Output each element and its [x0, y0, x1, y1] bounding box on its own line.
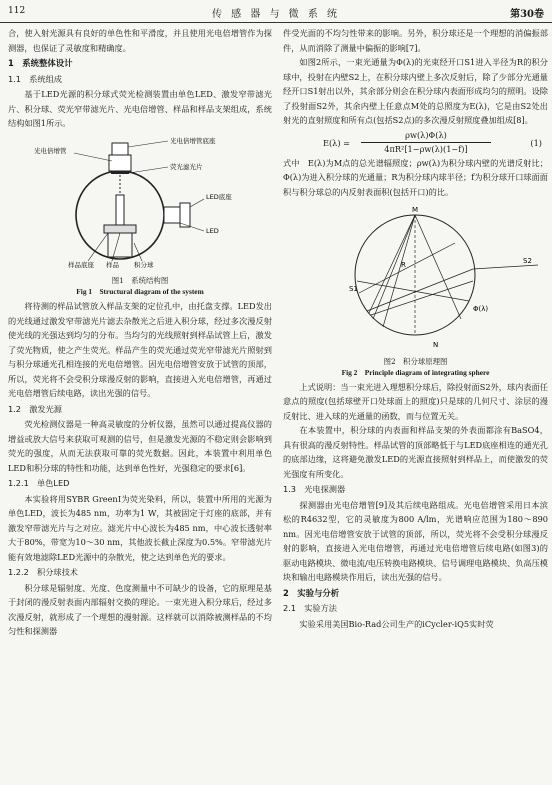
- paragraph: 件受光面的不均匀性带来的影响。另外，积分球还是一个理想的消偏振部件，从而消除了测量中偏振的影响[7]。: [283, 28, 548, 53]
- section-heading: 2 实验与分析: [283, 587, 340, 598]
- left-column: [8, 26, 272, 639]
- label-r: R: [401, 261, 406, 269]
- paragraph: 实验采用美国Bio-Rad公司生产的iCycler-iQ5实时荧: [299, 618, 494, 629]
- label-sample-holder: 样品底座: [68, 260, 94, 269]
- subsection-heading: 1.1 系统组成: [8, 73, 62, 84]
- sample-holder: [104, 225, 136, 233]
- paragraph: 基于LED光源的积分球式荧光检测装置由单色LED、激发窄带滤光片、积分球、荧光窄带滤光片、光电倍增管、样品和样品支架组成，系统结构如图1所示。: [8, 89, 272, 128]
- paragraph: 将待测的样品试管放入样品支架的定位孔中，由托盘支撑。LED发出的光线通过激发窄带滤光片滤去杂散光之后进入积分球，经过多次漫反射使光线的光强达到均匀的分布。当均匀的光线照射到样品试管上后，激发了荧光物质，使之产生荧光。样品产生的荧光通过荧光窄带滤光片照射到与积分球通光孔相连接的光电倍增管。因光电倍增管安放于试管的顶部，所以，荧光将不会受积分球漫反射的影响，直接进入光电倍增管，再通过光电倍增管后续电路，读出光强的信号。: [8, 301, 272, 398]
- paragraph: 荧光检测仪器是一种高灵敏度的分析仪器，虽然可以通过提高仪器的增益或放大信号来获取可观测的信号，但是激发光源的不稳定则会影响到荧光的强度，从而无法获取可靠的荧光数据。因此，本装置中利用单色LED和积分球的特性和功能，达到单色性好，光强稳定的要求[6]。: [8, 419, 272, 473]
- figure-1: [8, 133, 272, 298]
- fluorescence-filter: [111, 171, 129, 174]
- label-phi: Φ(λ): [473, 305, 489, 313]
- equation-lhs: E(λ) =: [323, 137, 351, 148]
- label-led-base: LED底座: [206, 192, 232, 201]
- label-m: M: [412, 206, 419, 214]
- sample-tube: [116, 195, 124, 225]
- paragraph: 上式说明：当一束光进入理想积分球后，除投射面S2外，球内表面任意点的照度(包括球壁开口处球面上的照度)只是球的几何尺寸、涂层的漫反射比、进入球的光通量的函数，而与位置无关。: [283, 381, 548, 421]
- label-sample: 样品: [106, 260, 119, 269]
- section-heading: 1 系统整体设计: [8, 58, 73, 68]
- equation-denominator: 4πR²[1−ρw(λ)(1−f)]: [384, 143, 468, 154]
- label-pmt: 光电倍增管: [34, 146, 67, 155]
- paragraph: 本实验将用SYBR GreenⅠ为荧光染料，所以，装置中所用的光源为单色LED，波长为485 nm，功率为1 W，其被固定于灯座的底部，并有激发窄带滤光片与之对应。滤光片中心波长为485 nm，中心波长透射率大于80%，带宽为10～30 nm，其他波长截止深度为0.5%。窄带滤光片能有效地滤除LED光源中的杂散光，使之达到单色光的要求。: [8, 493, 272, 562]
- label-n: N: [433, 341, 439, 349]
- paragraph: 合，使入射光源具有良好的单色性和平滑度，并且使用光电倍增管作为探测器，也保证了灵敏度和精确度。: [8, 28, 272, 53]
- system-structure-diagram: [8, 133, 272, 271]
- subsection-heading: 2.1 实验方法: [283, 603, 337, 613]
- label-pmt-base: 光电倍增管底座: [170, 136, 216, 145]
- label-s2: S2: [523, 257, 532, 265]
- paragraph: 在本装置中，积分球的内表面和样品支架的外表面都涂有BaSO4，具有很高的漫反射特性。样品试管的顶部略低于与LED底座相连的通光孔的底部边缘，这将避免激发LED的光源直接照射到样品上，而使激发的荧光强度有所变化。: [283, 425, 548, 479]
- figure-1-caption-cn: 图1 系统结构图: [111, 276, 169, 285]
- pmt-base-block: [112, 143, 128, 155]
- subsection-heading: 1.3 光电探测器: [283, 484, 346, 494]
- paragraph: 探测器由光电倍增管[9]及其后续电路组成。光电倍增管采用日本滨松的R4632型，它的灵敏度为800 A/lm，光谱响应范围为180～890 nm。因光电倍增管安放于试管的顶部，所以，荧光将不会受积分球漫反射的影响，直接进入光电倍增管，再通过光电倍增管后续电路(如图3)的驱动电路模块、微电流/电压转换电路模块、信号调理电路模块、负高压模块和输出电路模块作用后，读出光强的信号。: [283, 499, 548, 582]
- integrating-sphere-principle-diagram: [283, 201, 548, 351]
- figure-2-caption-en: Fig 2 Principle diagram of integrating sphere: [341, 367, 490, 377]
- subsection-heading: 1.2.1 单色LED: [8, 478, 70, 488]
- subsection-heading: 1.2.2 积分球技术: [8, 567, 78, 577]
- equation-fraction: [361, 129, 491, 155]
- subsection-heading: 1.2 激发光源: [8, 403, 62, 414]
- label-sphere: 积分球: [134, 260, 154, 269]
- journal-title: 传 感 器 与 微 系 统: [211, 9, 341, 20]
- figure-1-caption-en: Fig 1 Structural diagram of the system: [76, 287, 204, 296]
- paragraph: 如图2所示，一束光通量为Φ(λ)的光束经开口S1进入半径为R的积分球中，投射在内壁S2上，在积分球内壁上多次反射后，除了少部分光通量经开口S1射出以外，其余部分则会在积分球内表面形成均匀的照明。设除了投射面S2外，其余内壁上任意点M处的总照度为E(λ)，它是由S2处出射光的直射照度和所有点(包括S2点)的多次漫反射照度叠加组成[8]。: [283, 57, 548, 125]
- label-s1: S1: [349, 285, 358, 293]
- paragraph: 式中 E(λ)为M点的总光谱辐照度；ρw(λ)为积分球内壁的光谱反射比；Φ(λ)为进入积分球的光通量；R为积分球内球半径；f为积分球开口球面面积与积分球总的内反射表面积(包括开口)的比。: [283, 157, 548, 197]
- running-header: [0, 0, 552, 23]
- figure-2-caption-cn: 图2 积分球原理图: [383, 356, 448, 366]
- label-fluor-filter: 荧光滤光片: [170, 162, 203, 171]
- page-number: 112: [8, 6, 26, 16]
- equation-1: [283, 129, 548, 155]
- led-block: [164, 207, 180, 223]
- label-led: LED: [206, 226, 219, 235]
- equation-number: (1): [530, 137, 542, 148]
- volume-label: 第30卷: [510, 9, 544, 20]
- paragraph: 积分球是辐射度、光度、色度测量中不可缺少的设备，它的原理是基于封闭的漫反射表面内部辐射交换的理论。一束光进入积分球后，经过多次漫反射，就形成了一个理想的漫射源。这样就可以消除被测样品的不均匀性和探测器: [8, 582, 272, 636]
- equation-numerator: ρw(λ)Φ(λ): [361, 129, 491, 143]
- pmt-block: [109, 155, 131, 171]
- figure-2: [283, 201, 548, 378]
- right-column: [283, 26, 548, 631]
